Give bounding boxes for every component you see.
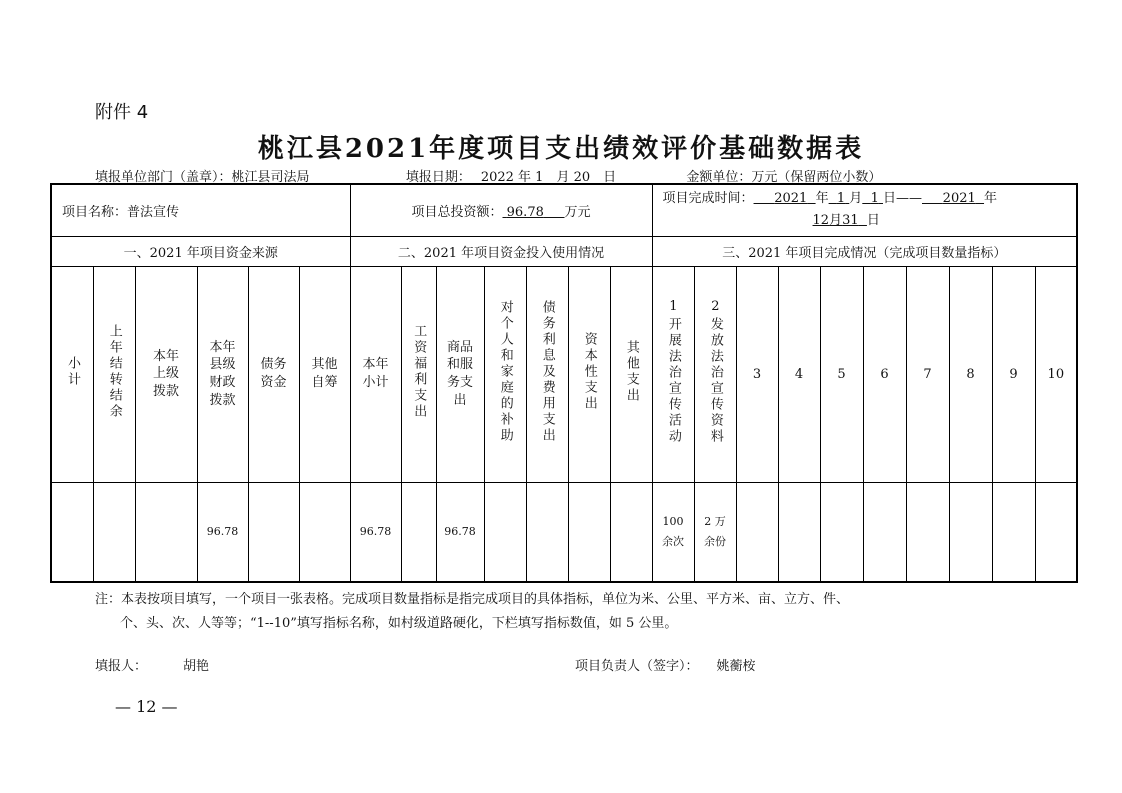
hdr-indicator-1: 1开展法治宣传活动 xyxy=(652,266,694,482)
invest-label: 项目总投资额： xyxy=(411,204,503,220)
hdr-indicator-8: 8 xyxy=(949,266,992,482)
hdr-wage: 工资福利支出 xyxy=(401,266,436,482)
val-indicator-1: 100 余次 xyxy=(652,482,694,582)
section-fund-usage: 二、2021 年项目资金投入使用情况 xyxy=(350,236,652,266)
val-indicator-6 xyxy=(863,482,906,582)
hdr-goods-services: 商品 和服 务支 出 xyxy=(436,266,484,482)
val-indicator-2: 2 万 余份 xyxy=(694,482,736,582)
filler-signature xyxy=(95,655,209,674)
hdr-indicator-6: 6 xyxy=(863,266,906,482)
val-other-expense xyxy=(610,482,652,582)
page-title: 桃江县2021年度项目支出绩效评价基础数据表 xyxy=(257,134,865,164)
val-indicator-8 xyxy=(949,482,992,582)
hdr-capital: 资本性支出 xyxy=(568,266,610,482)
val-capital xyxy=(568,482,610,582)
date-value: 2022 年 1 月 20 日 xyxy=(480,170,617,185)
amount-value: 万元（保留两位小数） xyxy=(751,170,882,185)
val-goods-services: 96.78 xyxy=(436,482,484,582)
hdr-other-expense: 其他支出 xyxy=(610,266,652,482)
val-debt-interest xyxy=(526,482,568,582)
amount-label: 金额单位： xyxy=(686,170,752,185)
val-indicator-10 xyxy=(1035,482,1077,582)
invest-unit: 万元 xyxy=(564,204,591,220)
hdr-indicator-3: 3 xyxy=(736,266,778,482)
leader-signature xyxy=(575,655,756,674)
val-year-subtotal: 96.78 xyxy=(350,482,401,582)
hdr-debt-funds: 债务 资金 xyxy=(248,266,299,482)
val-wage xyxy=(401,482,436,582)
date-label: 填报日期： xyxy=(405,170,471,185)
val-other-raise xyxy=(299,482,350,582)
time-label: 项目完成时间： xyxy=(662,191,754,207)
val-personal-subsidy xyxy=(484,482,526,582)
section-funding-source: 一、2021 年项目资金来源 xyxy=(51,236,350,266)
hdr-year-subtotal: 本年 小计 xyxy=(350,266,401,482)
hdr-county-funds: 本年 县级 财政 拨款 xyxy=(197,266,248,482)
val-last-year xyxy=(93,482,135,582)
hdr-upper-funds: 本年 上级 拨款 xyxy=(135,266,197,482)
val-indicator-9 xyxy=(992,482,1035,582)
invest-value: 96.78 xyxy=(506,204,544,220)
project-name-cell xyxy=(51,184,350,236)
val-indicator-5 xyxy=(820,482,863,582)
hdr-indicator-2: 2发放法治宣传资料 xyxy=(694,266,736,482)
val-upper-funds xyxy=(135,482,197,582)
hdr-indicator-10: 10 xyxy=(1035,266,1077,482)
hdr-subtotal: 小计 xyxy=(51,266,93,482)
filler-label: 填报人： xyxy=(95,659,148,674)
leader-label: 项目负责人（签字）： xyxy=(575,659,699,674)
project-name-value: 普法宣传 xyxy=(127,204,180,220)
hdr-indicator-5: 5 xyxy=(820,266,863,482)
hdr-indicator-4: 4 xyxy=(778,266,820,482)
val-indicator-3 xyxy=(736,482,778,582)
val-subtotal xyxy=(51,482,93,582)
hdr-indicator-7: 7 xyxy=(906,266,949,482)
hdr-personal-subsidy: 对个人和家庭的补助 xyxy=(484,266,526,482)
val-indicator-4 xyxy=(778,482,820,582)
project-invest-cell xyxy=(350,184,652,236)
leader-name: 姚蘅桉 xyxy=(716,659,756,674)
val-debt-funds xyxy=(248,482,299,582)
hdr-indicator-9: 9 xyxy=(992,266,1035,482)
val-indicator-7 xyxy=(906,482,949,582)
page-number: — 12 — xyxy=(115,697,178,716)
filler-name: 胡艳 xyxy=(183,659,210,674)
hdr-other-raise: 其他 自筹 xyxy=(299,266,350,482)
hdr-last-year: 上年结转结余 xyxy=(93,266,135,482)
unit-value: 桃江县司法局 xyxy=(231,170,310,185)
project-time-cell: 项目完成时间： 2021 年 1 月 1 日—— 2021 年 12月31 日 xyxy=(652,184,1077,236)
project-name-label: 项目名称： xyxy=(62,204,128,220)
unit-label: 填报单位部门（盖章）： xyxy=(95,170,232,185)
hdr-debt-interest: 债务利息及费用支出 xyxy=(526,266,568,482)
section-completion: 三、2021 年项目完成情况（完成项目数量指标） xyxy=(652,236,1077,266)
val-county-funds: 96.78 xyxy=(197,482,248,582)
note-line-1: 注：本表按项目填写，一个项目一张表格。完成项目数量指标是指完成项目的具体指标，单位为米、公里、平方米、亩、立方、件、 xyxy=(95,592,850,607)
data-table xyxy=(50,183,1078,583)
note-line-2: 个、头、次、人等等；“1--10”填写指标名称，如村级道路硬化，下栏填写指标数值，如 5 公里。 xyxy=(120,616,678,631)
attachment-label: 附件 4 xyxy=(95,102,149,123)
